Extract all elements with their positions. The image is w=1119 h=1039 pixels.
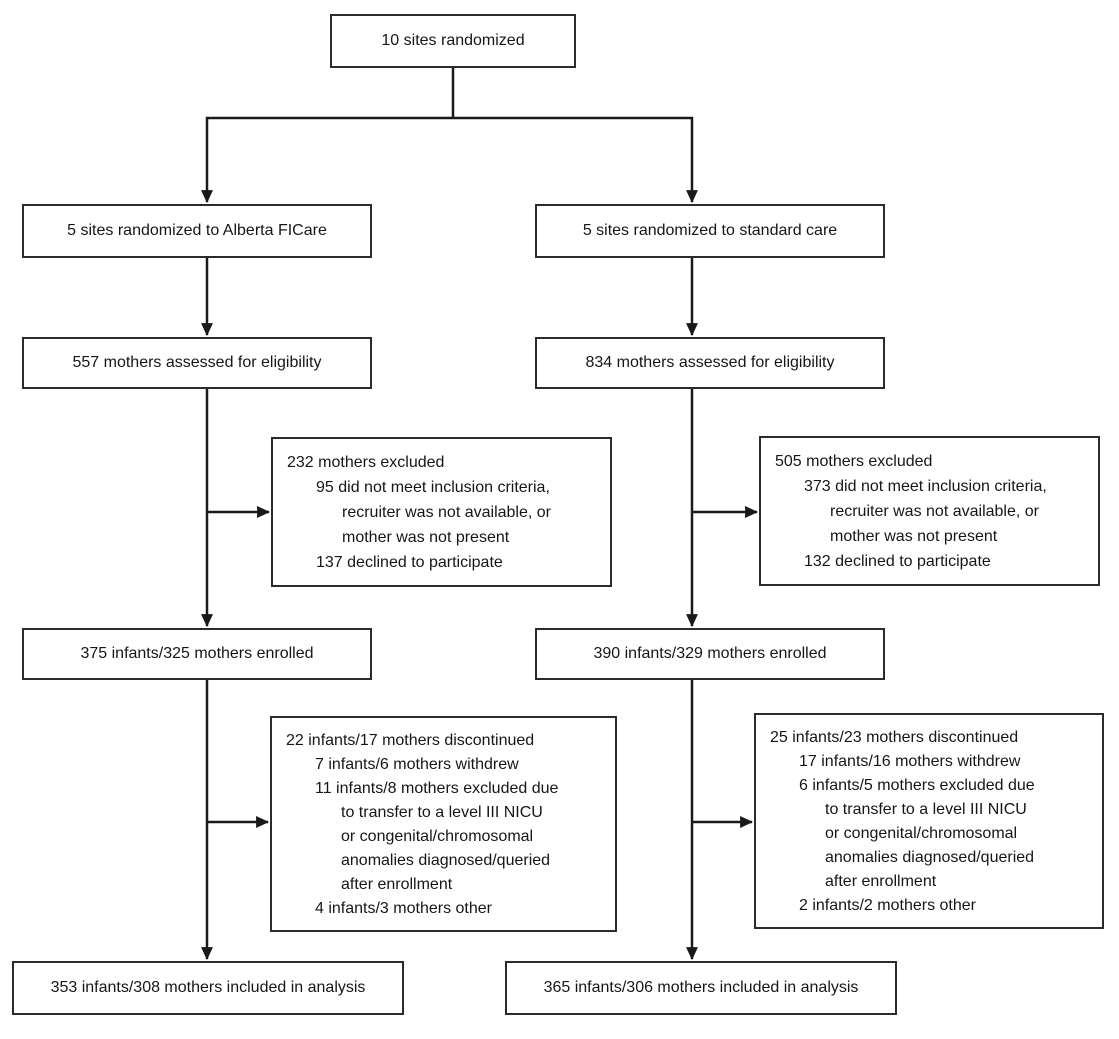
excluded-line: 232 mothers excluded: [287, 454, 445, 471]
box-standard-excluded: [759, 436, 1100, 586]
box-sites-randomized: [330, 14, 576, 68]
standard-enrolled-label: 390 infants/329 mothers enrolled: [593, 645, 827, 662]
box-ficare-discontinued: [270, 716, 617, 932]
standard-analysis-label: 365 infants/306 mothers included in analysis: [543, 979, 859, 996]
discontinued-line: to transfer to a level III NICU: [341, 804, 543, 821]
ficare-assessed-label: 557 mothers assessed for eligibility: [72, 354, 322, 371]
discontinued-line: 25 infants/23 mothers discontinued: [770, 729, 1019, 746]
sites-randomized-label: 10 sites randomized: [381, 32, 525, 49]
excluded-line: 505 mothers excluded: [775, 453, 933, 470]
discontinued-line: 4 infants/3 mothers other: [315, 900, 492, 917]
box-ficare-excluded: [271, 437, 612, 587]
ficare-analysis-label: 353 infants/308 mothers included in analysis: [50, 979, 366, 996]
standard-arm-label: 5 sites randomized to standard care: [582, 222, 838, 239]
discontinued-line: after enrollment: [825, 873, 937, 890]
box-standard-assessed: [535, 337, 885, 389]
discontinued-line: after enrollment: [341, 876, 453, 893]
excluded-line: 95 did not meet inclusion criteria,: [316, 479, 550, 496]
box-ficare-enrolled: [22, 628, 372, 680]
box-ficare-arm: [22, 204, 372, 258]
discontinued-line: 6 infants/5 mothers excluded due: [799, 777, 1035, 794]
discontinued-line: 2 infants/2 mothers other: [799, 897, 976, 914]
discontinued-line: 17 infants/16 mothers withdrew: [799, 753, 1021, 770]
box-ficare-assessed: [22, 337, 372, 389]
excluded-line: 132 declined to participate: [804, 553, 991, 570]
excluded-line: recruiter was not available, or: [830, 503, 1039, 520]
standard-assessed-label: 834 mothers assessed for eligibility: [585, 354, 835, 371]
discontinued-line: 11 infants/8 mothers excluded due: [315, 780, 559, 797]
ficare-arm-label: 5 sites randomized to Alberta FICare: [67, 222, 327, 239]
box-standard-arm: [535, 204, 885, 258]
discontinued-line: 7 infants/6 mothers withdrew: [315, 756, 519, 773]
discontinued-line: or congenital/chromosomal: [825, 825, 1018, 842]
box-standard-discontinued: [754, 713, 1104, 929]
excluded-line: recruiter was not available, or: [342, 504, 551, 521]
discontinued-line: to transfer to a level III NICU: [825, 801, 1027, 818]
excluded-line: 373 did not meet inclusion criteria,: [804, 478, 1047, 495]
ficare-enrolled-label: 375 infants/325 mothers enrolled: [80, 645, 314, 662]
discontinued-line: anomalies diagnosed/queried: [825, 849, 1035, 866]
excluded-line: mother was not present: [830, 528, 998, 545]
discontinued-line: 22 infants/17 mothers discontinued: [286, 732, 535, 749]
box-standard-analysis: [505, 961, 897, 1015]
excluded-line: mother was not present: [342, 529, 510, 546]
excluded-line: 137 declined to participate: [316, 554, 503, 571]
box-standard-enrolled: [535, 628, 885, 680]
discontinued-line: anomalies diagnosed/queried: [341, 852, 551, 869]
discontinued-line: or congenital/chromosomal: [341, 828, 534, 845]
box-ficare-analysis: [12, 961, 404, 1015]
